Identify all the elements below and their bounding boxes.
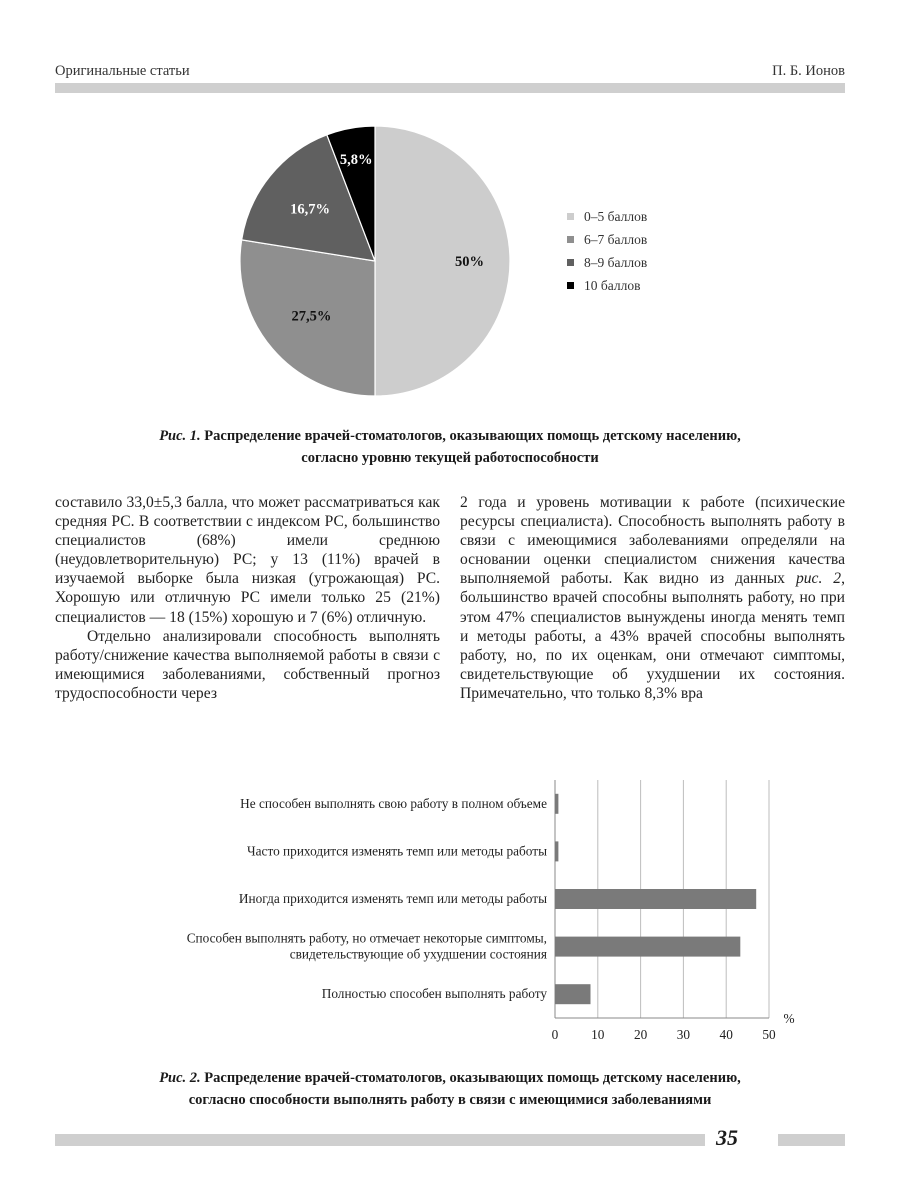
legend-label: 8–9 баллов	[584, 254, 648, 270]
figure-reference: рис. 2	[795, 570, 842, 588]
caption-line: согласно уровню текущей работоспособности	[301, 450, 599, 466]
legend-label: 10 баллов	[584, 277, 641, 293]
page-number: 35	[716, 1125, 738, 1150]
legend-swatch	[567, 259, 574, 266]
pie-data-label: 16,7%	[290, 201, 330, 218]
caption-line: Распределение врачей-стоматологов, оказывающих помощь детскому населению,	[204, 428, 741, 444]
bar	[555, 794, 558, 814]
paragraph: Отдельно анализировали способность выполнять работу/снижение качества выполняемой работы в связи с имеющимися заболеваниями, собственный прогноз трудоспособности через	[55, 627, 440, 702]
footer-divider-bar	[778, 1134, 845, 1146]
legend-swatch	[567, 282, 574, 289]
x-tick-label: 30	[676, 1027, 691, 1042]
legend-label: 6–7 баллов	[584, 231, 648, 247]
x-tick-label: 20	[633, 1027, 648, 1042]
figure2-bar-chart	[55, 770, 795, 1050]
bar	[555, 937, 740, 957]
x-tick-label: 50	[762, 1027, 776, 1042]
running-header-section: Оригинальные статьи	[55, 63, 190, 79]
legend-swatch	[567, 236, 574, 243]
bar	[555, 841, 558, 861]
x-tick-label: 0	[551, 1027, 559, 1042]
legend-item	[567, 228, 647, 251]
x-tick-label: 10	[591, 1027, 605, 1042]
bar	[555, 889, 756, 909]
x-tick-label: 40	[719, 1027, 733, 1042]
caption-lead: Рис. 2.	[159, 1070, 201, 1086]
category-label: Полностью способен выполнять работу	[321, 986, 547, 1002]
pie-data-label: 50%	[455, 254, 484, 270]
running-header-author: П. Б. Ионов	[772, 63, 845, 79]
category-label: Иногда приходится изменять темп или методы работы	[238, 891, 547, 906]
x-axis-label: %	[783, 1011, 795, 1026]
text-column-left	[55, 493, 440, 703]
figure1-pie-chart	[220, 116, 540, 406]
legend-label: 0–5 баллов	[584, 208, 648, 224]
legend-item	[567, 251, 647, 274]
bar	[555, 984, 591, 1004]
figure1-caption	[55, 425, 845, 469]
header-divider-bar	[55, 83, 845, 93]
pie-slice	[375, 126, 510, 396]
category-label: свидетельствующие об ухудшении состояния	[289, 946, 547, 962]
text-column-right	[460, 493, 845, 703]
legend-item	[567, 274, 647, 297]
footer-divider-bar	[55, 1134, 705, 1146]
category-label: Способен выполнять работу, но отмечает некоторые симптомы,	[186, 930, 547, 946]
paragraph-text: , большинство врачей способны выполнять работу, но при этом 47% специалистов вынуждены иногда менять темп и методы работы, а 43% врачей способны выполнять работу, но, по их оценкам, они отмечают симптомы, свидетельствующие об ухудшении их состояния. Примечательно, что только 8,3% вра	[460, 570, 846, 702]
paragraph-text: 2 года и уровень мотивации к работе (психические ресурсы специалиста). Способность выполнять работу в связи с имеющимися заболеваниями определяли на основании оценки специалистом снижения качества выполняемой работы. Как видно из данных	[460, 494, 845, 588]
caption-lead: Рис. 1.	[159, 428, 201, 444]
paragraph	[460, 493, 845, 703]
caption-line: Распределение врачей-стоматологов, оказывающих помощь детскому населению,	[204, 1070, 741, 1086]
pie-data-label: 5,8%	[339, 151, 373, 168]
category-label: Не способен выполнять свою работу в полном объеме	[240, 795, 547, 811]
paragraph: составило 33,0±5,3 балла, что может рассматриваться как средняя РС. В соответствии с индексом РС, большинство специалистов (68%) имели среднюю (неудовлетворительную) РС; у 13 (11%) врачей в изучаемой выборке была низкая (угрожающая) РС. Хорошую или отличную РС имели только 25 (21%) специалистов — 18 (15%) хорошую и 7 (6%) отличную.	[55, 494, 440, 626]
pie-legend	[567, 205, 647, 297]
caption-line: согласно способности выполнять работу в связи с имеющимися заболеваниями	[188, 1092, 712, 1108]
legend-swatch	[567, 213, 574, 220]
pie-data-label: 27,5%	[291, 308, 332, 325]
legend-item	[567, 205, 647, 228]
category-label: Часто приходится изменять темп или методы работы	[247, 843, 547, 859]
figure2-caption	[55, 1067, 845, 1111]
